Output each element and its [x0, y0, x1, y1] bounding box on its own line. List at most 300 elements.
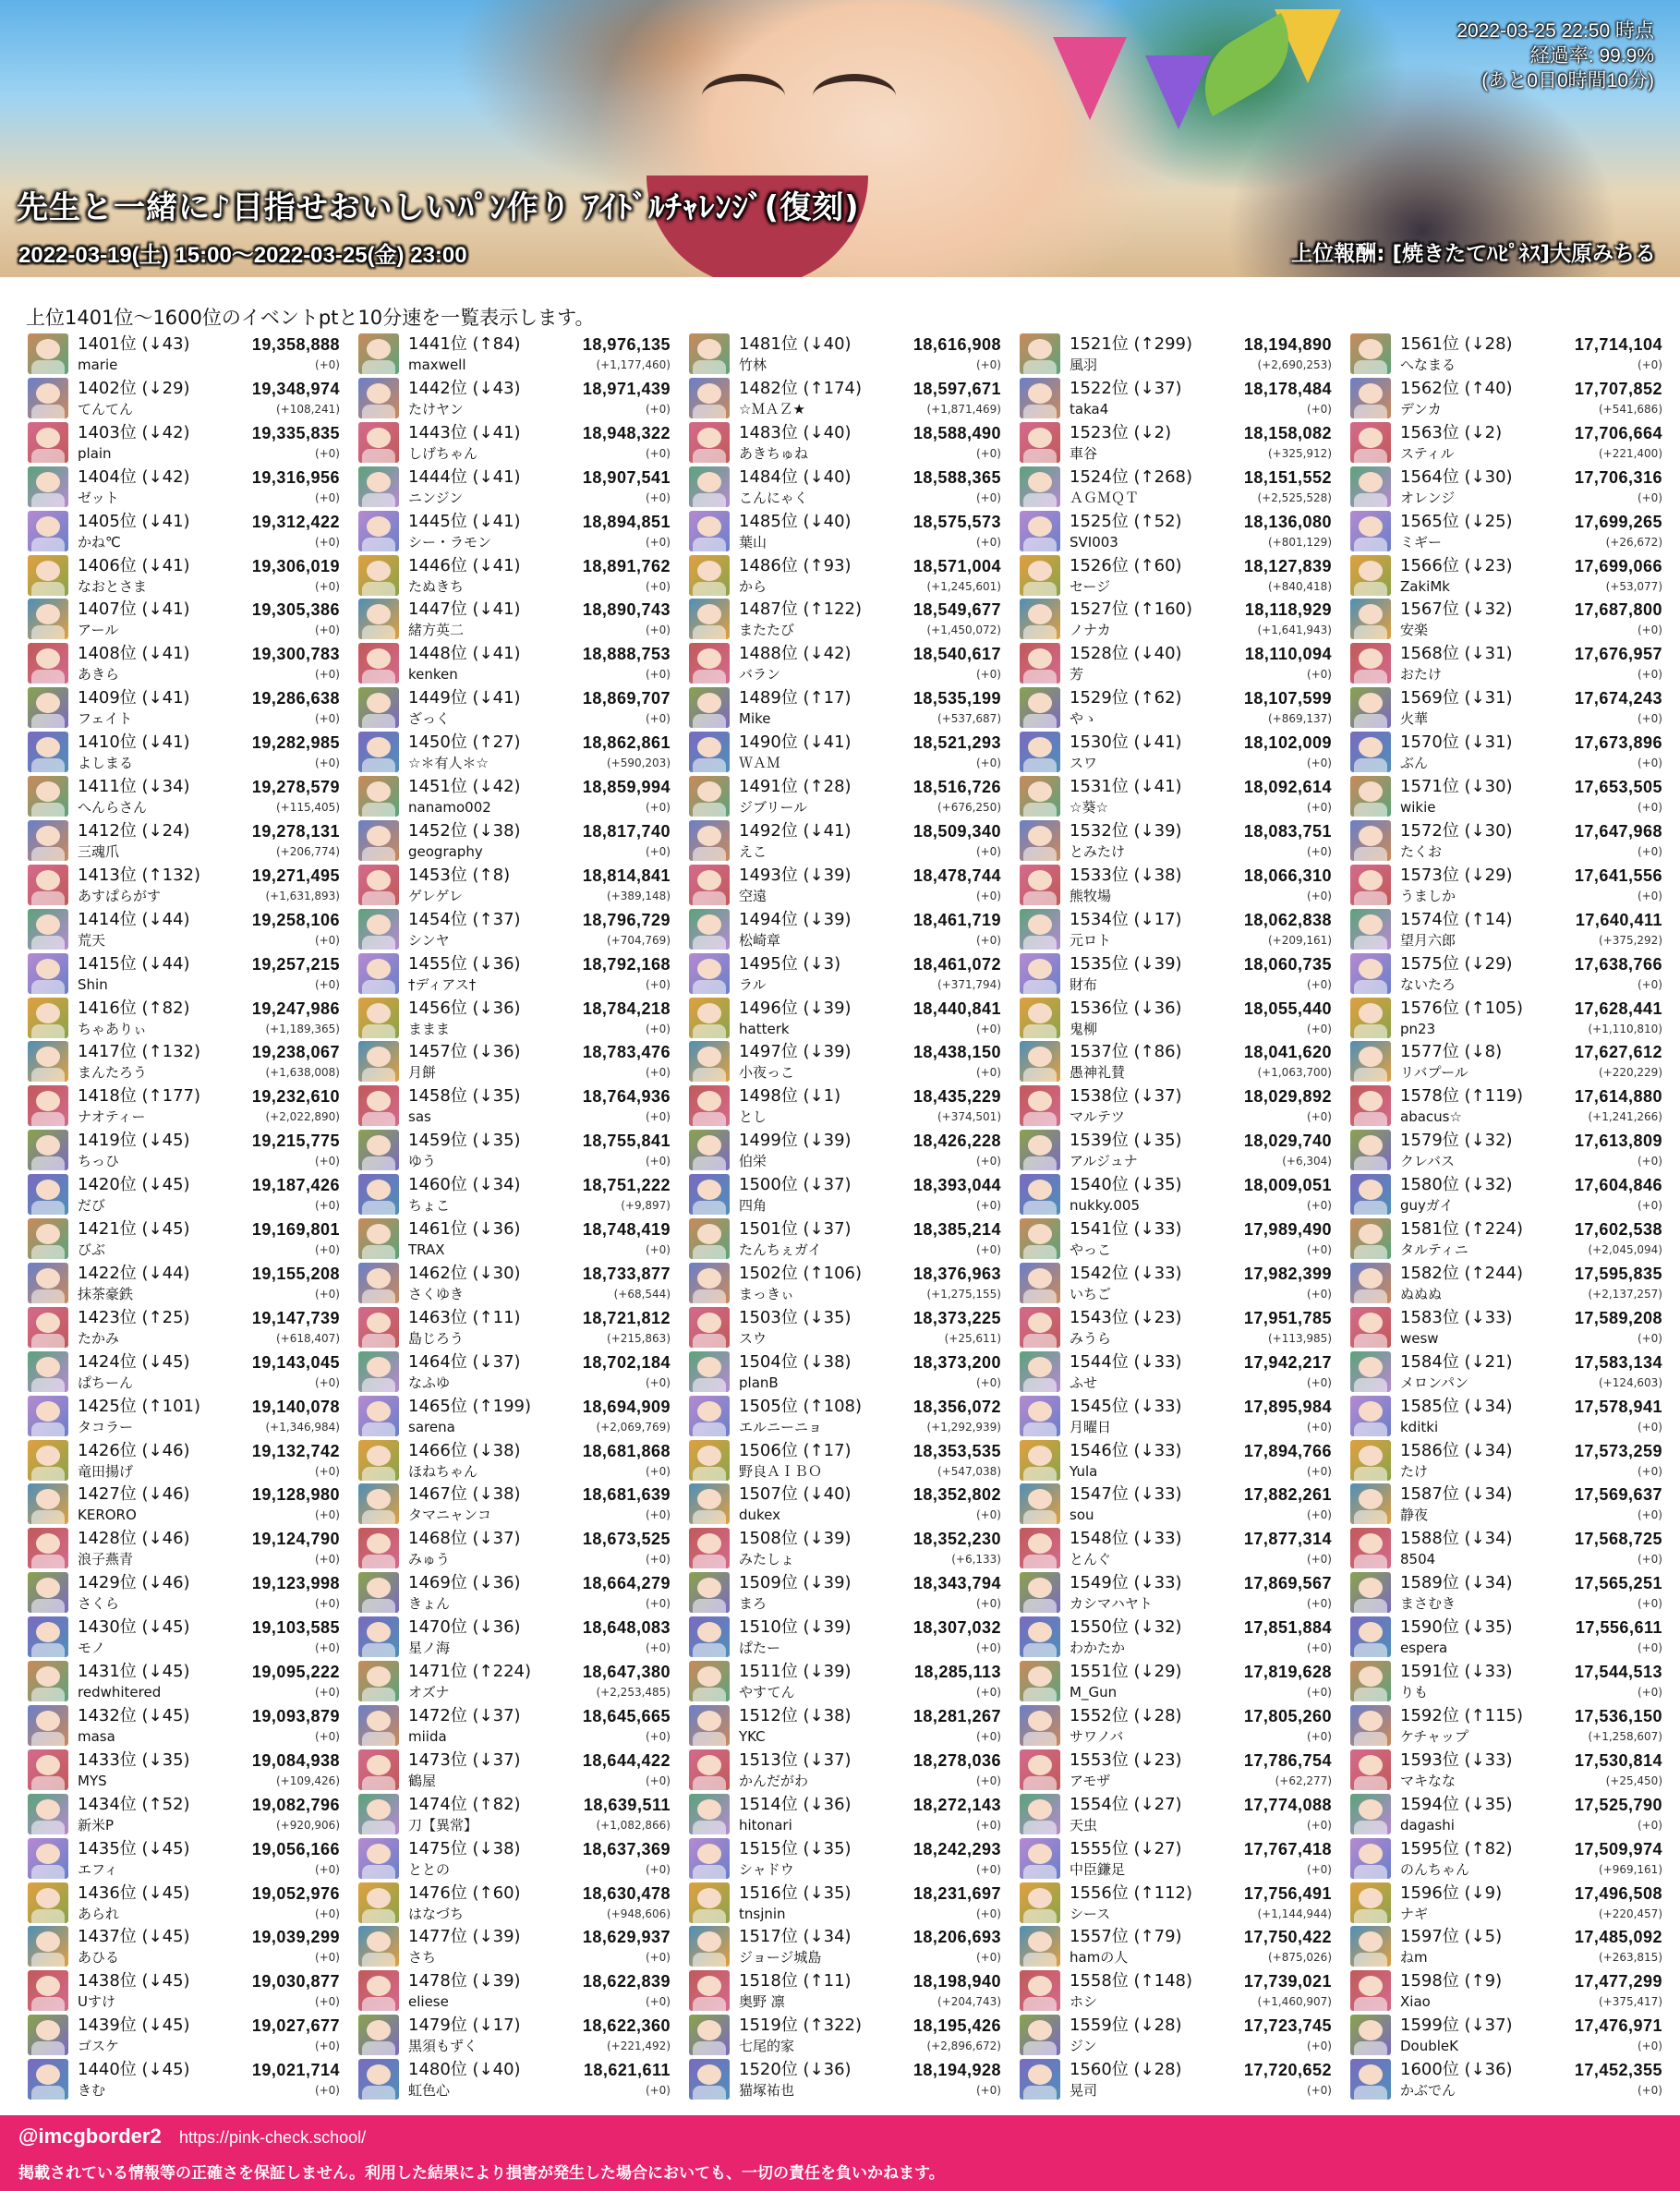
producer-avatar	[689, 1838, 730, 1879]
producer-avatar	[358, 1882, 399, 1923]
ten-minute-gain: (+0)	[314, 977, 340, 991]
ten-minute-gain: (+0)	[975, 1375, 1001, 1389]
producer-name: まっきぃ	[739, 1285, 795, 1302]
ten-minute-gain: (+0)	[975, 668, 1001, 682]
event-points: 17,673,896	[1574, 733, 1662, 753]
producer-avatar	[1350, 1041, 1391, 1082]
producer-avatar	[1350, 1263, 1391, 1303]
ranking-entry	[357, 333, 671, 377]
ten-minute-gain: (+0)	[314, 1243, 340, 1256]
producer-avatar	[358, 1174, 399, 1215]
producer-name: エルニーニョ	[739, 1418, 823, 1435]
event-points: 18,783,476	[582, 1043, 671, 1062]
producer-name: 奥野 凛	[739, 1993, 785, 2011]
ten-minute-gain: (+0)	[314, 623, 340, 637]
ten-minute-gain: (+2,022,890)	[265, 1110, 340, 1124]
rank-label: 1436位 (↓45)	[78, 1882, 190, 1903]
producer-name: ちゃありぃ	[78, 1020, 148, 1037]
ranking-entry	[26, 2014, 340, 2058]
producer-avatar	[689, 1926, 730, 1967]
producer-name: 抹茶豪鉄	[78, 1285, 134, 1302]
ranking-entry	[1018, 466, 1332, 510]
rank-label: 1521位 (↑299)	[1070, 334, 1193, 354]
producer-name: とし	[739, 1108, 767, 1126]
ten-minute-gain: (+53,077)	[1605, 579, 1662, 593]
ranking-entry	[687, 466, 1001, 510]
producer-name: ホシ	[1070, 1993, 1098, 2011]
producer-name: marie	[78, 357, 118, 373]
producer-avatar	[1350, 1838, 1391, 1879]
ten-minute-gain: (+0)	[1306, 1597, 1332, 1611]
producer-name: miida	[408, 1727, 447, 1745]
ten-minute-gain: (+0)	[975, 1686, 1001, 1699]
rank-label: 1463位 (↑11)	[408, 1307, 521, 1327]
ten-minute-gain: (+1,346,984)	[265, 1420, 340, 1434]
ranking-entry	[687, 997, 1001, 1041]
ranking-entry	[1348, 731, 1662, 775]
event-points: 19,132,742	[251, 1441, 340, 1460]
ranking-entry	[1348, 510, 1662, 554]
rank-label: 1516位 (↓35)	[739, 1882, 852, 1903]
ten-minute-gain: (+0)	[314, 1951, 340, 1965]
producer-avatar	[689, 1970, 730, 2011]
producer-name: 四角	[739, 1197, 767, 1215]
producer-avatar	[1020, 1926, 1060, 1967]
ten-minute-gain: (+0)	[645, 1375, 671, 1389]
ranking-entry	[26, 598, 340, 642]
event-points: 17,452,355	[1574, 2061, 1662, 2080]
producer-name: ☆ＭＡＺ★	[739, 400, 805, 418]
producer-name: シー・ラモン	[408, 533, 492, 551]
ten-minute-gain: (+0)	[314, 358, 340, 371]
ranking-column	[1018, 333, 1332, 2100]
producer-name: 新米P	[78, 1816, 115, 1834]
ten-minute-gain: (+0)	[975, 1773, 1001, 1787]
rank-label: 1472位 (↓37)	[408, 1705, 521, 1725]
producer-avatar	[358, 1130, 399, 1170]
rank-label: 1577位 (↓8)	[1400, 1042, 1503, 1062]
ten-minute-gain: (+0)	[1637, 1464, 1662, 1478]
ten-minute-gain: (+0)	[975, 490, 1001, 504]
rank-label: 1505位 (↑108)	[739, 1396, 863, 1416]
producer-name: やすてん	[739, 1684, 795, 1701]
ten-minute-gain: (+0)	[1306, 1243, 1332, 1256]
ranking-column	[687, 333, 1001, 2100]
producer-avatar	[28, 1085, 68, 1126]
producer-avatar	[1350, 732, 1391, 772]
event-points: 19,084,938	[251, 1750, 340, 1770]
rank-label: 1589位 (↓34)	[1400, 1573, 1513, 1593]
producer-avatar	[358, 820, 399, 861]
rank-label: 1532位 (↓39)	[1070, 820, 1182, 841]
rank-label: 1565位 (↓25)	[1400, 511, 1513, 531]
ranking-entry	[357, 1395, 671, 1439]
producer-avatar	[358, 953, 399, 994]
producer-avatar	[358, 909, 399, 950]
event-points: 18,352,230	[913, 1530, 1001, 1549]
ranking-entry	[687, 1040, 1001, 1084]
producer-name: きむ	[78, 2082, 106, 2100]
rank-label: 1468位 (↓37)	[408, 1529, 521, 1549]
ranking-entry	[687, 2014, 1001, 2058]
producer-avatar	[1020, 732, 1060, 772]
ranking-entry	[687, 1793, 1001, 1837]
event-points: 17,739,021	[1243, 1972, 1332, 1991]
ten-minute-gain: (+9,897)	[621, 1199, 671, 1213]
event-points: 18,127,839	[1243, 556, 1332, 575]
ten-minute-gain: (+1,241,266)	[1588, 1110, 1662, 1124]
ten-minute-gain: (+0)	[645, 2084, 671, 2098]
rank-label: 1447位 (↓41)	[408, 599, 521, 620]
producer-avatar	[28, 2015, 68, 2055]
rank-label: 1441位 (↑84)	[408, 334, 521, 354]
ten-minute-gain: (+0)	[645, 1862, 671, 1876]
rank-label: 1600位 (↓36)	[1400, 2060, 1513, 2080]
ranking-entry	[357, 997, 671, 1041]
ranking-entry	[1018, 1571, 1332, 1616]
ranking-entry	[26, 1616, 340, 1660]
ranking-entry	[1018, 1749, 1332, 1793]
ranking-entry	[357, 1483, 671, 1527]
producer-avatar	[1020, 1396, 1060, 1436]
rank-label: 1518位 (↑11)	[739, 1971, 852, 1991]
event-points: 18,151,552	[1243, 467, 1332, 487]
ten-minute-gain: (+0)	[1306, 1818, 1332, 1832]
ranking-entry	[357, 1925, 671, 1969]
ranking-entry	[1018, 1616, 1332, 1660]
producer-name: masa	[78, 1727, 115, 1745]
pennant-flag-purple	[1145, 55, 1212, 129]
producer-name: あきら	[78, 666, 120, 684]
ranking-entry	[357, 908, 671, 952]
rank-label: 1558位 (↑148)	[1070, 1971, 1193, 1991]
producer-avatar	[28, 732, 68, 772]
event-points: 18,647,380	[582, 1663, 671, 1681]
producer-name: ミギー	[1400, 533, 1443, 551]
pennant-flag-pink	[1053, 37, 1127, 120]
ten-minute-gain: (+6,133)	[951, 1553, 1001, 1567]
rank-label: 1595位 (↑82)	[1400, 1838, 1513, 1858]
rank-label: 1482位 (↑174)	[739, 378, 863, 398]
ranking-entry	[1348, 554, 1662, 599]
producer-name: カシマハヤト	[1070, 1595, 1153, 1613]
ranking-entry	[357, 2014, 671, 2058]
ten-minute-gain: (+0)	[1637, 2084, 1662, 2098]
event-points: 18,976,135	[582, 335, 671, 354]
event-points: 17,509,974	[1574, 1839, 1662, 1858]
ranking-entry	[357, 1040, 671, 1084]
event-points: 17,653,505	[1574, 778, 1662, 796]
event-points: 18,118,929	[1244, 600, 1332, 620]
producer-avatar	[1350, 378, 1391, 418]
event-points: 17,595,835	[1574, 1264, 1662, 1283]
rank-label: 1553位 (↓23)	[1070, 1749, 1182, 1770]
producer-name: まろ	[739, 1595, 767, 1613]
producer-avatar	[28, 1749, 68, 1790]
event-points: 17,530,814	[1574, 1750, 1662, 1770]
producer-name: シャドウ	[739, 1860, 794, 1878]
ranking-entry	[1018, 2014, 1332, 2058]
ten-minute-gain: (+375,292)	[1598, 933, 1662, 947]
rank-label: 1592位 (↑115)	[1400, 1705, 1524, 1725]
producer-name: たぬきち	[408, 577, 465, 595]
producer-avatar	[689, 865, 730, 905]
event-points: 17,627,612	[1574, 1043, 1662, 1062]
ten-minute-gain: (+221,400)	[1598, 446, 1662, 460]
rank-label: 1440位 (↓45)	[78, 2060, 190, 2080]
producer-name: geography	[408, 842, 483, 860]
ten-minute-gain: (+0)	[645, 668, 671, 682]
producer-avatar	[28, 1572, 68, 1613]
ten-minute-gain: (+1,063,700)	[1257, 1066, 1332, 1080]
producer-avatar	[358, 2059, 399, 2100]
ranking-entry	[687, 1262, 1001, 1306]
rank-label: 1556位 (↑112)	[1070, 1882, 1193, 1903]
producer-name: ぱたー	[739, 1640, 781, 1657]
ranking-entry	[26, 997, 340, 1041]
producer-avatar	[1020, 820, 1060, 861]
producer-avatar	[1350, 2015, 1391, 2055]
producer-name: あひる	[78, 1949, 120, 1967]
producer-avatar	[1350, 2059, 1391, 2100]
event-points: 18,242,293	[913, 1839, 1001, 1858]
ranking-entry	[687, 2058, 1001, 2102]
event-points: 18,041,620	[1243, 1043, 1332, 1062]
event-points: 18,353,535	[913, 1441, 1001, 1460]
event-points: 19,082,796	[251, 1795, 340, 1814]
producer-name: やっこ	[1070, 1241, 1112, 1258]
twitter-account-link[interactable]: @imcgborder2	[18, 2124, 162, 2148]
event-points: 18,792,168	[582, 954, 671, 974]
rank-label: 1484位 (↓40)	[739, 466, 852, 487]
producer-avatar	[689, 1440, 730, 1481]
producer-avatar	[28, 1794, 68, 1834]
producer-name: リバプール	[1400, 1064, 1468, 1082]
rank-label: 1442位 (↓43)	[408, 378, 521, 398]
ten-minute-gain: (+0)	[645, 1641, 671, 1655]
ranking-entry	[1018, 1173, 1332, 1217]
producer-name: kditki	[1400, 1418, 1439, 1435]
ten-minute-gain: (+0)	[1306, 2084, 1332, 2098]
ranking-entry	[26, 952, 340, 997]
producer-name: 望月六郎	[1400, 931, 1456, 949]
producer-name: きょん	[408, 1595, 451, 1613]
ten-minute-gain: (+0)	[1637, 1553, 1662, 1567]
ten-minute-gain: (+869,137)	[1267, 712, 1332, 726]
event-points: 17,573,259	[1574, 1441, 1662, 1460]
rank-label: 1430位 (↓45)	[78, 1617, 190, 1638]
ten-minute-gain: (+0)	[975, 933, 1001, 947]
ranking-entry	[687, 554, 1001, 599]
event-points: 19,232,610	[251, 1087, 340, 1107]
disclaimer: 掲載されている情報等の正確さを保証しません。利用した結果により損害が発生した場合においても、一切の責任を負いかねます。	[18, 2164, 945, 2183]
producer-avatar	[1350, 1794, 1391, 1834]
ten-minute-gain: (+0)	[314, 2084, 340, 2098]
producer-avatar	[28, 1130, 68, 1170]
producer-name: sarena	[408, 1418, 455, 1435]
rank-label: 1422位 (↓44)	[78, 1263, 190, 1283]
ranking-entry	[1018, 554, 1332, 599]
ten-minute-gain: (+0)	[1637, 623, 1662, 637]
producer-avatar	[689, 1263, 730, 1303]
event-points: 18,516,726	[913, 778, 1001, 796]
producer-avatar	[689, 1130, 730, 1170]
ten-minute-gain: (+0)	[975, 1862, 1001, 1876]
event-points: 18,784,218	[582, 999, 671, 1018]
site-url-link[interactable]: https://pink-check.school/	[179, 2128, 367, 2147]
rank-label: 1572位 (↓30)	[1400, 820, 1513, 841]
ranking-entry	[357, 1173, 671, 1217]
ranking-entry	[1018, 598, 1332, 642]
event-points: 18,869,707	[582, 689, 671, 708]
event-points: 17,674,243	[1574, 689, 1662, 708]
ten-minute-gain: (+0)	[975, 358, 1001, 371]
ten-minute-gain: (+263,815)	[1598, 1951, 1662, 1965]
producer-avatar	[358, 1572, 399, 1613]
producer-name: 財布	[1070, 975, 1098, 993]
ten-minute-gain: (+0)	[975, 1597, 1001, 1611]
ranking-entry	[687, 1173, 1001, 1217]
ten-minute-gain: (+0)	[645, 977, 671, 991]
rank-label: 1598位 (↑9)	[1400, 1971, 1503, 1991]
ten-minute-gain: (+0)	[645, 712, 671, 726]
ten-minute-gain: (+0)	[645, 1729, 671, 1743]
producer-name: 黒須もずく	[408, 2038, 478, 2055]
producer-name: 晃司	[1070, 2082, 1098, 2100]
ten-minute-gain: (+0)	[314, 1597, 340, 1611]
ranking-entry	[357, 510, 671, 554]
ten-minute-gain: (+0)	[975, 2084, 1001, 2098]
producer-avatar	[1020, 1616, 1060, 1657]
producer-name: タコラー	[78, 1418, 134, 1435]
event-points: 19,187,426	[251, 1176, 340, 1195]
producer-name: 刀【異常】	[408, 1816, 478, 1834]
ranking-entry	[26, 377, 340, 421]
event-points: 18,817,740	[582, 821, 671, 841]
producer-name: とみたけ	[1070, 842, 1126, 860]
event-points: 18,894,851	[582, 512, 671, 531]
event-points: 19,123,998	[251, 1574, 340, 1593]
producer-avatar	[28, 1263, 68, 1303]
ten-minute-gain: (+209,161)	[1267, 933, 1332, 947]
rank-label: 1485位 (↓40)	[739, 511, 852, 531]
producer-name: 空遠	[739, 887, 767, 904]
event-points: 18,888,753	[582, 645, 671, 664]
ranking-entry	[26, 1040, 340, 1084]
producer-avatar	[1020, 909, 1060, 950]
event-points: 17,687,800	[1574, 600, 1662, 620]
rank-label: 1525位 (↑52)	[1070, 511, 1182, 531]
producer-avatar	[1020, 643, 1060, 684]
producer-name: のんちゃん	[1400, 1860, 1470, 1878]
producer-avatar	[1350, 422, 1391, 463]
producer-name: りも	[1400, 1684, 1429, 1701]
producer-name: 野良ＡＩＢＯ	[739, 1462, 823, 1480]
producer-avatar	[1020, 1218, 1060, 1259]
rank-label: 1579位 (↓32)	[1400, 1131, 1513, 1151]
producer-name: 竹林	[739, 357, 767, 373]
event-points: 18,616,908	[913, 335, 1001, 354]
event-points: 18,971,439	[582, 379, 671, 398]
ranking-entry	[357, 1571, 671, 1616]
ten-minute-gain: (+0)	[975, 535, 1001, 549]
producer-avatar	[28, 1838, 68, 1879]
producer-avatar	[1350, 1705, 1391, 1746]
event-points: 18,356,072	[913, 1397, 1001, 1416]
rank-label: 1473位 (↓37)	[408, 1749, 521, 1770]
producer-name: ゼット	[78, 489, 119, 506]
rank-label: 1529位 (↑62)	[1070, 688, 1182, 708]
rank-label: 1573位 (↓29)	[1400, 865, 1513, 885]
ranking-entry	[26, 1571, 340, 1616]
producer-avatar	[358, 555, 399, 596]
producer-avatar	[358, 378, 399, 418]
ten-minute-gain: (+1,110,810)	[1588, 1022, 1662, 1035]
producer-avatar	[358, 1528, 399, 1568]
ranking-entry	[1348, 1129, 1662, 1173]
producer-name: eliese	[408, 1993, 449, 2011]
producer-avatar	[1350, 1749, 1391, 1790]
ten-minute-gain: (+0)	[314, 1508, 340, 1522]
rank-label: 1576位 (↑105)	[1400, 998, 1524, 1018]
rank-label: 1554位 (↓27)	[1070, 1794, 1182, 1814]
ranking-entry	[1348, 2014, 1662, 2058]
event-points: 17,536,150	[1574, 1706, 1662, 1725]
ranking-entry	[1348, 1527, 1662, 1571]
ranking-entry	[1348, 421, 1662, 466]
ranking-entry	[687, 1969, 1001, 2014]
ranking-entry	[1018, 908, 1332, 952]
producer-avatar	[1020, 776, 1060, 817]
ten-minute-gain: (+0)	[645, 446, 671, 460]
ranking-entry	[26, 1129, 340, 1173]
ten-minute-gain: (+676,250)	[937, 801, 1001, 814]
ranking-entry	[26, 642, 340, 686]
producer-name: 星ノ海	[408, 1640, 451, 1657]
event-points: 18,644,422	[582, 1750, 671, 1770]
rank-label: 1571位 (↓30)	[1400, 777, 1513, 796]
event-points: 17,767,418	[1243, 1839, 1332, 1858]
rank-label: 1476位 (↑60)	[408, 1882, 521, 1903]
producer-name: ざっく	[408, 710, 451, 728]
rank-label: 1406位 (↓41)	[78, 555, 190, 575]
producer-avatar	[28, 953, 68, 994]
event-points: 19,052,976	[251, 1883, 340, 1903]
ranking-entry	[1348, 1262, 1662, 1306]
producer-name: 車谷	[1070, 444, 1098, 462]
ten-minute-gain: (+0)	[975, 1243, 1001, 1256]
event-points: 19,278,131	[251, 821, 340, 841]
event-points: 18,062,838	[1243, 910, 1332, 929]
ranking-entry	[357, 2058, 671, 2102]
ranking-entry	[1348, 997, 1662, 1041]
ten-minute-gain: (+0)	[314, 446, 340, 460]
ranking-entry	[357, 1262, 671, 1306]
rank-label: 1564位 (↓30)	[1400, 466, 1513, 487]
event-points: 18,352,802	[913, 1485, 1001, 1505]
event-points: 17,496,508	[1574, 1883, 1662, 1903]
event-points: 18,862,861	[582, 733, 671, 753]
producer-name: 安楽	[1400, 622, 1429, 639]
rank-label: 1499位 (↓39)	[739, 1131, 852, 1151]
ranking-column	[26, 333, 340, 2100]
event-points: 19,305,386	[251, 600, 340, 620]
ranking-entry	[1018, 510, 1332, 554]
ten-minute-gain: (+0)	[645, 490, 671, 504]
producer-name: ナオティー	[78, 1108, 146, 1126]
ranking-entry	[687, 1439, 1001, 1483]
producer-avatar	[1350, 1616, 1391, 1657]
